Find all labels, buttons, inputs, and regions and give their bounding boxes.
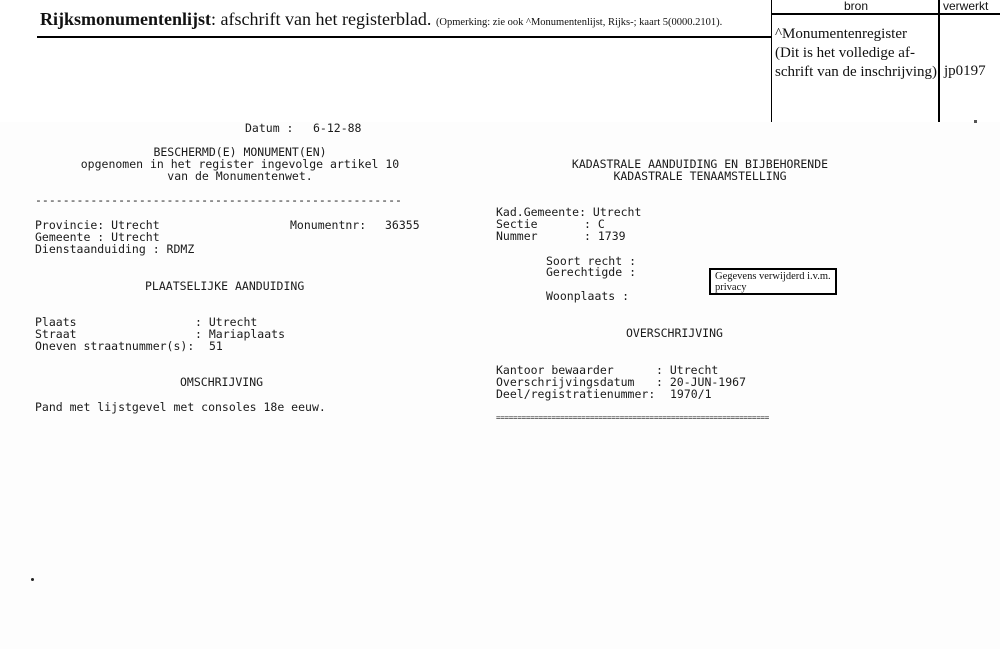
nummer-value: : 1739 — [584, 229, 626, 243]
left-divider: ----------------------------------------------------- — [35, 193, 402, 207]
dienstaanduiding: Dienstaanduiding : RDMZ — [35, 242, 195, 256]
column-header-verwerkt: verwerkt — [943, 0, 989, 13]
gerechtigde: Gerechtigde : — [546, 265, 637, 279]
kantoor-value: : Utrecht — [656, 363, 719, 377]
plaats-label: Plaats — [35, 315, 77, 329]
heading-register: opgenomen in het register ingevolge artikel 10 — [80, 157, 400, 171]
overschrijvingsdatum-label: Overschrijvingsdatum — [496, 375, 635, 389]
column-header-bron: bron — [844, 0, 869, 13]
nummer-label: Nummer — [496, 229, 538, 243]
source-line-2: (Dit is het volledige af- — [775, 45, 915, 61]
scan-mark — [974, 120, 977, 123]
heading-beschermd: BESCHERMD(E) MONUMENT(EN) — [153, 145, 327, 159]
monumentnr-label: Monumentnr: — [290, 218, 367, 232]
straat-label: Straat — [35, 327, 77, 341]
source-line-3: schrift van de inschrijving) — [775, 64, 938, 80]
heading-kadastrale: KADASTRALE AANDUIDING EN BIJBEHORENDE — [571, 157, 829, 171]
table-header-rule — [772, 13, 1000, 15]
sectie-value: : C — [584, 217, 605, 231]
plaats-value: : Utrecht — [195, 315, 258, 329]
title-bold: Rijksmonumentenlijst — [40, 9, 212, 29]
provincie: Provincie: Utrecht — [35, 218, 160, 232]
woonplaats: Woonplaats : — [546, 289, 630, 303]
overschrijvingsdatum-value: : 20-JUN-1967 — [656, 375, 747, 389]
source-table — [771, 0, 1000, 122]
oneven-label: Oneven straatnummer(s): — [35, 339, 195, 353]
title-rest: : afschrift van het registerblad. — [211, 9, 432, 29]
datum-label: Datum : — [245, 121, 294, 135]
gemeente: Gemeente : Utrecht — [35, 230, 160, 244]
right-divider: ================================================================ — [496, 413, 769, 422]
deel-value: 1970/1 — [670, 387, 712, 401]
heading-tenaamstelling: KADASTRALE TENAAMSTELLING — [613, 169, 787, 183]
heading-omschrijving: OMSCHRIJVING — [180, 375, 264, 389]
source-description — [775, 25, 937, 82]
privacy-redaction-box — [709, 268, 837, 295]
heading-overschrijving: OVERSCHRIJVING — [626, 326, 723, 340]
datum-value: 6-12-88 — [313, 121, 362, 135]
page-title — [40, 9, 722, 30]
sectie-label: Sectie — [496, 217, 538, 231]
heading-plaatselijke: PLAATSELIJKE AANDUIDING — [145, 279, 305, 293]
kad-gemeente: Kad.Gemeente: Utrecht — [496, 205, 642, 219]
table-column-rule — [938, 0, 940, 122]
omschrijving-text: Pand met lijstgevel met consoles 18e eeuw. — [35, 400, 326, 414]
soort-recht: Soort recht : — [546, 254, 637, 268]
straat-value: : Mariaplaats — [195, 327, 286, 341]
privacy-note: Gegevens verwijderd i.v.m. privacy — [715, 271, 834, 293]
processed-code: jp0197 — [944, 63, 986, 79]
scan-dot — [31, 578, 34, 581]
source-line-1: ^Monumentenregister — [775, 26, 908, 42]
deel-label: Deel/registratienummer: — [496, 387, 656, 401]
heading-monumentenwet: van de Monumentenwet. — [167, 169, 313, 183]
monumentnr-value: 36355 — [385, 218, 420, 232]
oneven-value: 51 — [209, 339, 223, 353]
kantoor-label: Kantoor bewaarder — [496, 363, 614, 377]
header-divider — [37, 36, 771, 38]
header-note: (Opmerking: zie ook ^Monumentenlijst, Rijks-; kaart 5(0000.2101). — [435, 17, 723, 28]
